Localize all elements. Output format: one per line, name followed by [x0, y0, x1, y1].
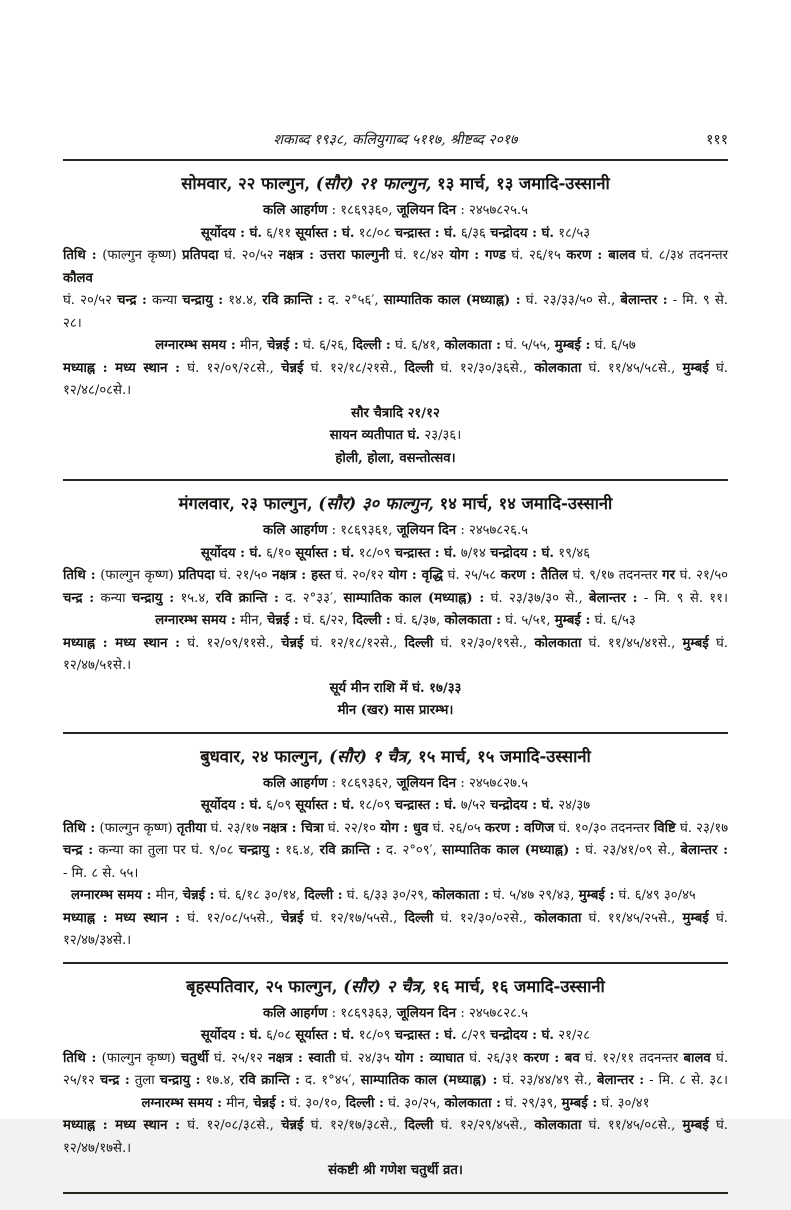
text-run: घं. ६/३३ ३०/२९,: [342, 888, 433, 903]
text-run: मीन,: [222, 1095, 254, 1111]
section-line: [63, 588, 728, 611]
text-run: घं. २०/५२: [218, 248, 280, 263]
text-run: नक्षत्र : हस्त: [272, 568, 331, 583]
text-run: (फाल्गुन कृष्ण): [95, 568, 179, 583]
text-run: चन्द्रायु :: [238, 843, 280, 858]
text-run: घं. ३०/१०,: [285, 1095, 346, 1111]
text-run: द. २°३३′,: [278, 590, 344, 606]
text-run: बेलान्तर :: [596, 1073, 645, 1088]
text-run: चन्द्रोदय : घं.: [490, 798, 555, 813]
text-run: (सौर) ३० फाल्गुन,: [318, 494, 434, 513]
text-run: १४ मार्च, १४ जमादि-उस्सानी: [433, 494, 613, 513]
text-run: १६ मार्च, १६ जमादि-उस्सानी: [426, 976, 605, 996]
text-run: १५.४,: [174, 590, 216, 606]
text-run: मध्याह्न : मध्य स्थान :: [63, 635, 181, 651]
text-run: कोलकाता :: [444, 1095, 501, 1111]
text-run: घं. १२/४७/५१से.।: [63, 635, 728, 673]
text-run: लग्नारम्भ समय :: [71, 888, 152, 903]
section-title: [63, 971, 728, 1003]
text-run: द. २°०९′,: [380, 843, 443, 858]
text-run: मध्याह्न : मध्य स्थान :: [63, 1118, 181, 1133]
text-run: १५ मार्च, १५ जमादि-उस्सानी: [412, 746, 591, 766]
day-section: [63, 481, 728, 732]
text-run: लग्नारम्भ समय :: [155, 613, 236, 628]
text-run: घं. १८/४२: [389, 248, 450, 263]
text-run: १४.४,: [223, 293, 263, 308]
section-line: [63, 863, 728, 886]
text-run: घं. २५/५८: [443, 568, 501, 583]
text-run: चन्द्रायु :: [131, 590, 175, 606]
text-run: जूलियन दिन: [396, 523, 457, 538]
text-run: संकष्टी श्री गणेश चतुर्थी व्रत।: [328, 1163, 463, 1178]
text-run: तिथि :: [63, 820, 96, 836]
text-run: घं. ९/१७ तदनन्तर: [568, 568, 663, 583]
text-run: घं. १२/३०/३६से.,: [433, 360, 535, 376]
bottom-margin: [63, 1194, 728, 1210]
text-run: कोलकाता: [534, 1118, 582, 1133]
day-section: [63, 734, 728, 962]
text-run: कलि आहर्गण: [262, 523, 328, 538]
text-run: नक्षत्र : चित्रा: [262, 820, 324, 836]
text-run: घं. २३/३३/५० से.,: [520, 293, 621, 308]
text-run: : १८६९३६१,: [327, 523, 397, 538]
text-run: चन्द्र :: [99, 1073, 130, 1088]
text-run: नक्षत्र : उत्तरा फाल्गुनी: [279, 248, 390, 263]
text-run: (सौर) १ चैत्र,: [329, 746, 413, 766]
era-line: शकाब्द १९३८, कलियुगाब्द ५११७, श्रीष्टब्द २०१७: [273, 132, 518, 148]
text-run: मीन,: [235, 613, 267, 628]
text-run: दिल्ली: [404, 635, 434, 651]
text-run: घं. २३/४१/०९ से.,: [579, 843, 681, 858]
text-run: चेन्नई :: [182, 888, 215, 903]
section-line: [63, 818, 728, 841]
text-run: (फाल्गुन कृष्ण): [96, 248, 183, 263]
text-run: कोलकाता :: [432, 888, 489, 903]
text-run: ७/५२: [456, 798, 491, 813]
text-run: घं. ३०/२५,: [383, 1095, 445, 1111]
text-run: रवि क्रान्ति :: [215, 590, 279, 606]
text-run: चन्द्रास्त : घं.: [394, 225, 457, 241]
text-run: चन्द्र :: [63, 590, 95, 606]
text-run: घं. २१/५०: [675, 568, 729, 583]
text-run: द. २°५६′,: [322, 293, 384, 308]
text-run: चन्द्रायु :: [182, 293, 224, 308]
text-run: घं.: [710, 1050, 729, 1066]
text-run: घं. १२/३०/१९से.,: [433, 635, 535, 651]
text-run: - मि. ९ से. ११।: [637, 590, 729, 606]
section-line: [63, 223, 728, 246]
text-run: चेन्नई: [281, 635, 304, 651]
text-run: मुम्बई :: [561, 1095, 598, 1111]
text-run: करण : बव: [523, 1050, 580, 1066]
section-line: [63, 403, 728, 426]
text-run: सूर्योदय : घं.: [200, 798, 262, 813]
text-run: चन्द्र :: [117, 293, 147, 308]
text-run: (सौर) २ चैत्र,: [343, 976, 427, 996]
text-run: घं. १२/१८/२१से.,: [303, 360, 405, 376]
text-run: घं. १२/११ तदनन्तर: [579, 1050, 684, 1066]
section-line: [63, 908, 728, 953]
section-line: [63, 290, 728, 335]
text-run: चेन्नई: [281, 1118, 304, 1133]
section-line: [63, 1160, 728, 1183]
section-line: [63, 358, 728, 403]
text-run: २४/३७: [554, 798, 591, 813]
text-run: मीन,: [235, 338, 267, 353]
text-run: ६/०८: [261, 1028, 296, 1043]
text-run: ७/१४: [456, 545, 491, 561]
text-run: (फाल्गुन कृष्ण): [95, 820, 177, 836]
text-run: घं. ३०/४१: [597, 1095, 650, 1111]
section-line: [63, 1115, 728, 1160]
text-run: : २४५७८२५.५: [456, 203, 529, 218]
text-run: साम्पातिक काल (मध्याह्न) :: [383, 293, 521, 308]
text-run: - मि. ९ से. २८।: [63, 293, 728, 331]
text-run: २१/२८: [554, 1028, 591, 1043]
section-line: [63, 245, 728, 290]
text-run: सायन व्यतीपात घं.: [329, 428, 421, 443]
text-run: घं. १२/२९/४५से.,: [433, 1118, 535, 1133]
text-run: सूर्यास्त : घं.: [295, 545, 355, 561]
text-run: प्रतिपदा: [182, 248, 219, 263]
text-run: घं. १२/४७/३४से.।: [63, 910, 728, 948]
section-line: [63, 543, 728, 566]
section-line: [63, 678, 728, 701]
text-run: बालव: [683, 1050, 711, 1066]
text-run: : २४५७८२६.५: [456, 523, 529, 538]
text-run: कलि आहर्गण: [262, 1005, 328, 1021]
section-line: [63, 610, 728, 633]
text-run: कन्या: [94, 590, 132, 606]
section-line: [63, 700, 728, 723]
text-run: तिथि :: [63, 248, 97, 263]
text-run: मध्याह्न : मध्य स्थान :: [63, 910, 181, 926]
text-run: होली, होला, वसन्तोत्सव।: [335, 450, 456, 466]
section-line: [63, 1093, 728, 1116]
section-line: [63, 885, 728, 908]
text-run: घं. ८/३४ तदनन्तर: [635, 248, 729, 263]
text-run: कन्या: [146, 293, 183, 308]
text-run: १९/४६: [554, 545, 591, 561]
text-run: घं. २१/५०: [214, 568, 273, 583]
text-run: बेलान्तर :: [680, 843, 728, 858]
text-run: चेन्नई :: [266, 613, 299, 628]
text-run: लग्नारम्भ समय :: [155, 338, 236, 353]
text-run: चन्द्रास्त : घं.: [394, 545, 457, 561]
text-run: मध्याह्न : मध्य स्थान :: [63, 360, 181, 376]
text-run: घं. ६/४१,: [390, 338, 445, 353]
text-run: चेन्नई: [281, 360, 304, 376]
section-title: [63, 168, 728, 200]
text-run: चन्द्रास्त : घं.: [394, 1028, 457, 1043]
day-section: [63, 964, 728, 1192]
text-run: घं. १२/०९/२८से.,: [180, 360, 282, 376]
text-run: घं. ११/४५/०८से.,: [581, 1118, 683, 1133]
page-number: १११: [706, 132, 728, 148]
text-run: तिथि :: [63, 1050, 97, 1066]
text-run: बृहस्पतिवार, २५ फाल्गुन,: [186, 976, 344, 996]
text-run: घं. ६/३७,: [390, 613, 445, 628]
text-run: १८/५३: [554, 225, 591, 241]
text-run: - मि. ८ से. ५५।: [63, 865, 139, 881]
text-run: सूर्यास्त : घं.: [295, 1028, 355, 1043]
text-run: मुम्बई :: [554, 613, 591, 628]
text-run: कोलकाता: [534, 360, 582, 376]
text-run: घं. २४/३५: [335, 1050, 396, 1066]
text-run: घं. २३/४४/४९ से.,: [497, 1073, 597, 1088]
section-line: [63, 1048, 728, 1071]
text-run: घं. ६/१८ ३०/१४,: [214, 888, 305, 903]
text-run: १७.४,: [200, 1073, 240, 1088]
text-run: १६.४,: [279, 843, 320, 858]
text-run: सूर्योदय : घं.: [200, 225, 262, 241]
text-run: घं. १२/४८/०८से.।: [63, 360, 728, 398]
text-run: कोलकाता :: [444, 338, 501, 353]
text-run: (सौर) २१ फाल्गुन,: [315, 174, 432, 193]
section-line: [63, 1070, 728, 1093]
text-run: : २४५७८२८.५: [456, 1005, 529, 1021]
text-run: मंगलवार, २३ फाल्गुन,: [178, 494, 319, 513]
text-run: घं. ५/५१,: [500, 613, 555, 628]
text-run: मुम्बई :: [578, 888, 615, 903]
text-run: घं. १२/१७/५५से.,: [303, 910, 405, 926]
text-run: ६/०९: [261, 798, 296, 813]
text-run: घं. ५/५५,: [500, 338, 555, 353]
text-run: दिल्ली :: [304, 888, 343, 903]
text-run: घं. २६/३१: [464, 1050, 524, 1066]
text-run: घं. १२/०८/३८से.,: [180, 1118, 282, 1133]
text-run: : २४५७८२७.५: [456, 775, 529, 791]
text-run: घं. ५/४७ २९/४३,: [488, 888, 579, 903]
text-run: सोमवार, २२ फाल्गुन,: [181, 174, 316, 193]
text-run: घं. ११/४५/२५से.,: [581, 910, 683, 926]
section-line: [63, 448, 728, 471]
text-run: (फाल्गुन कृष्ण): [96, 1050, 181, 1066]
text-run: मुम्बई: [682, 910, 709, 926]
text-run: : १८६९३६२,: [327, 775, 397, 791]
text-run: लग्नारम्भ समय :: [141, 1095, 223, 1111]
text-run: मीन (खर) मास प्रारम्भ।: [337, 703, 454, 718]
text-run: सूर्य मीन राशि में घं. १७/३३: [329, 680, 462, 696]
text-run: नक्षत्र : स्वाती: [268, 1050, 336, 1066]
section-line: [63, 565, 728, 588]
text-run: ८/२९: [456, 1028, 491, 1043]
text-run: २५/१२: [63, 1073, 100, 1088]
text-run: चेन्नई: [281, 910, 304, 926]
text-run: चन्द्र :: [63, 843, 94, 858]
text-run: योग : धुव: [380, 820, 429, 836]
text-run: घं. १०/३० तदनन्तर: [554, 820, 654, 836]
text-run: विष्टि: [653, 820, 676, 836]
text-run: ६/११: [261, 225, 296, 241]
section-line: [63, 200, 728, 223]
text-run: घं. ६/४९ ३०/४५: [614, 888, 696, 903]
text-run: १८/०९: [354, 1028, 395, 1043]
text-run: घं. १२/४७/१७से.।: [63, 1118, 728, 1156]
text-run: कोलकाता: [534, 635, 582, 651]
text-run: सूर्योदय : घं.: [200, 545, 262, 561]
text-run: रवि क्रान्ति :: [262, 293, 323, 308]
text-run: द. १°४५′,: [299, 1073, 361, 1088]
text-run: तिथि :: [63, 568, 96, 583]
text-run: बेलान्तर :: [620, 293, 668, 308]
text-run: मीन,: [151, 888, 183, 903]
text-run: मुम्बई: [682, 635, 709, 651]
text-run: : १८६९३६०,: [327, 203, 397, 218]
text-run: योग : वृद्धि: [388, 568, 444, 583]
text-run: गर: [662, 568, 675, 583]
text-run: साम्पातिक काल (मध्याह्न) :: [442, 843, 580, 858]
text-run: मुम्बई :: [554, 338, 591, 353]
text-run: घं. ६/२६,: [298, 338, 353, 353]
section-title: [63, 741, 728, 773]
text-run: जूलियन दिन: [396, 203, 457, 218]
text-run: घं. २३/३७/३० से.,: [484, 590, 590, 606]
text-run: रवि क्रान्ति :: [319, 843, 381, 858]
text-run: करण : बालव: [566, 248, 636, 263]
text-run: मुम्बई: [682, 360, 709, 376]
text-run: सूर्योदय : घं.: [200, 1028, 262, 1043]
section-line: [63, 633, 728, 678]
text-run: घं. ६/५३: [590, 613, 636, 628]
text-run: १३ मार्च, १३ जमादि-उस्सानी: [431, 174, 610, 193]
text-run: जूलियन दिन: [396, 1005, 457, 1021]
text-run: कन्या का तुला पर घं. ९/०८: [93, 843, 239, 858]
text-run: प्रतिपदा: [178, 568, 215, 583]
text-run: कोलकाता: [534, 910, 582, 926]
section-line: [63, 425, 728, 448]
text-run: १८/०९: [354, 545, 395, 561]
text-run: सूर्यास्त : घं.: [295, 798, 355, 813]
section-line: [63, 773, 728, 796]
text-run: चन्द्रोदय : घं.: [490, 545, 555, 561]
text-run: घं. २६/१५: [505, 248, 567, 263]
text-run: चेन्नई :: [253, 1095, 286, 1111]
text-run: कलि आहर्गण: [262, 203, 328, 218]
text-run: दिल्ली: [404, 1118, 434, 1133]
text-run: चतुर्थी: [180, 1050, 209, 1066]
section-title: [63, 488, 728, 520]
text-run: घं. ६/५७: [590, 338, 636, 353]
text-run: घं. ६/२२,: [298, 613, 353, 628]
text-run: दिल्ली :: [345, 1095, 384, 1111]
text-run: चेन्नई :: [266, 338, 299, 353]
text-run: योग : गण्ड: [449, 248, 506, 263]
text-run: कोलकाता :: [444, 613, 501, 628]
text-run: १८/०८: [354, 225, 395, 241]
text-run: घं. २०/५२: [63, 293, 118, 308]
text-run: घं. १२/०९/११से.,: [180, 635, 282, 651]
text-run: जूलियन दिन: [396, 775, 457, 791]
day-section: [63, 161, 728, 479]
section-line: [63, 335, 728, 358]
text-run: तुला: [129, 1073, 160, 1088]
text-run: कौलव: [63, 270, 93, 286]
text-run: तृतीया: [176, 820, 207, 836]
text-run: बेलान्तर :: [589, 590, 638, 606]
text-run: करण : वणिज: [484, 820, 555, 836]
text-run: घं. २२/१०: [323, 820, 381, 836]
text-run: करण : तैतिल: [500, 568, 568, 583]
text-run: - मि. ८ से. ३८।: [644, 1073, 728, 1088]
text-run: योग : व्याघात: [395, 1050, 465, 1066]
section-line: [63, 840, 728, 863]
text-run: घं. १२/३०/०२से.,: [433, 910, 535, 926]
section-line: [63, 1003, 728, 1026]
text-run: सौर चैत्रादि २१/१२: [351, 405, 440, 421]
text-run: दिल्ली :: [352, 613, 391, 628]
text-run: ६/३६: [456, 225, 491, 241]
text-run: घं. ११/४५/४१से.,: [581, 635, 683, 651]
text-run: २३/३६।: [420, 428, 462, 443]
text-run: चन्द्रोदय : घं.: [490, 225, 555, 241]
text-run: बुधवार, २४ फाल्गुन,: [200, 746, 330, 766]
page-header: [63, 130, 728, 150]
section-line: [63, 795, 728, 818]
section-line: [63, 1025, 728, 1048]
text-run: साम्पातिक काल (मध्याह्न) :: [360, 1073, 498, 1088]
text-run: चन्द्रास्त : घं.: [394, 798, 457, 813]
text-run: दिल्ली: [404, 360, 434, 376]
text-run: घं. १२/०८/५५से.,: [180, 910, 282, 926]
text-run: घं. २६/०५: [428, 820, 485, 836]
text-run: घं. २३/१७: [206, 820, 263, 836]
text-run: घं. २०/१२: [330, 568, 389, 583]
text-run: घं. २९/३९,: [500, 1095, 562, 1111]
text-run: घं. २३/१७: [675, 820, 729, 836]
text-run: : १८६९३६३,: [327, 1005, 397, 1021]
text-run: १८/०९: [354, 798, 395, 813]
text-run: चन्द्रायु :: [159, 1073, 201, 1088]
section-line: [63, 520, 728, 543]
text-run: घं. १२/१८/१२से.,: [303, 635, 405, 651]
text-run: साम्पातिक काल (मध्याह्न) :: [343, 590, 485, 606]
text-run: घं. २५/१२: [208, 1050, 269, 1066]
text-run: मुम्बई: [682, 1118, 709, 1133]
text-run: दिल्ली: [404, 910, 434, 926]
text-run: ६/१०: [261, 545, 296, 561]
day-sections: [63, 161, 728, 1194]
text-run: रवि क्रान्ति :: [239, 1073, 300, 1088]
text-run: सूर्यास्त : घं.: [295, 225, 355, 241]
text-run: कलि आहर्गण: [262, 775, 328, 791]
text-run: दिल्ली :: [352, 338, 391, 353]
text-run: घं. ११/४५/५८से.,: [581, 360, 683, 376]
text-run: घं. १२/१७/३८से.,: [303, 1118, 405, 1133]
text-run: चन्द्रोदय : घं.: [490, 1028, 555, 1043]
